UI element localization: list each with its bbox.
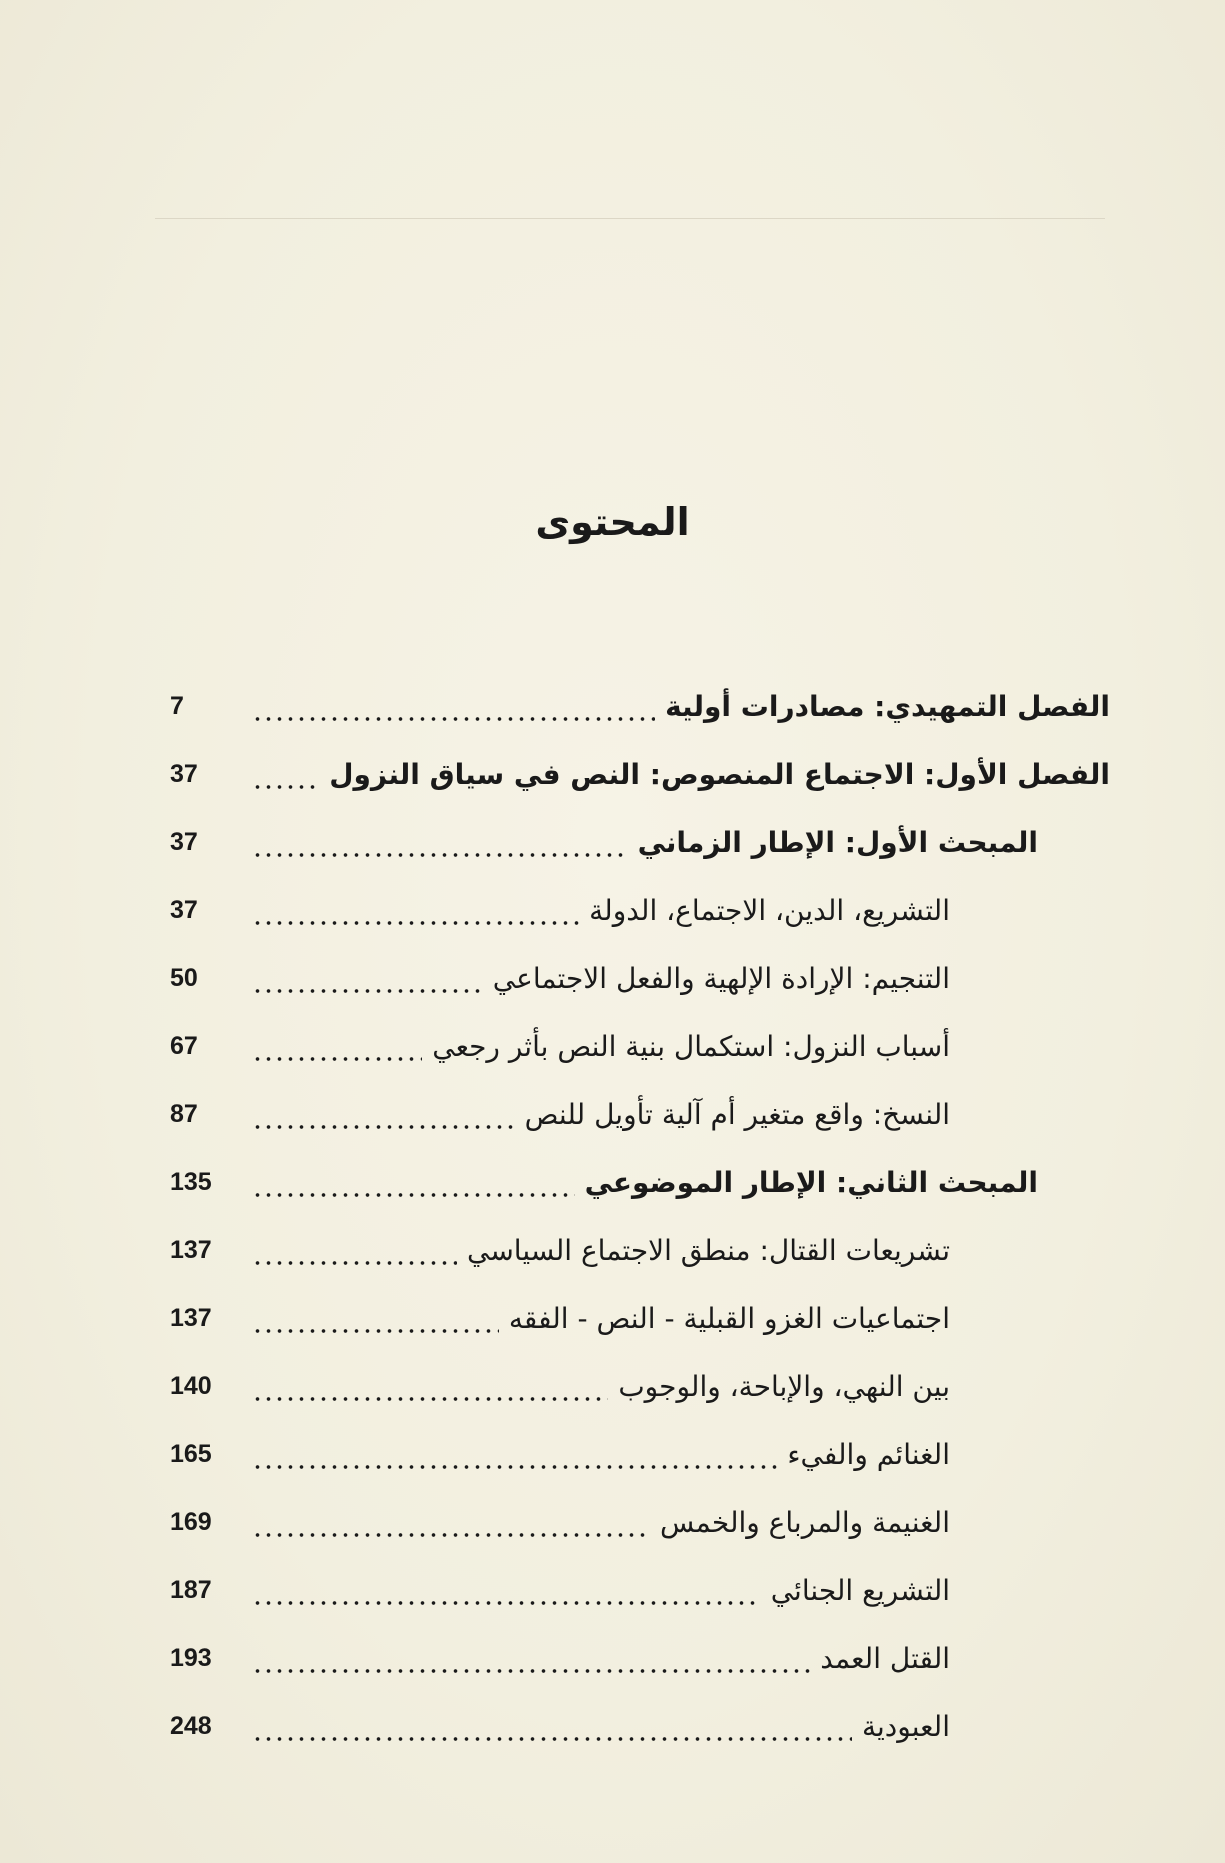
toc-entry-label: الفصل التمهيدي: مصادرات أولية bbox=[665, 689, 1110, 723]
toc-entry-page: 248 bbox=[170, 1711, 212, 1740]
toc-entry-subsection bbox=[170, 1692, 1110, 1760]
toc-entry-subsection bbox=[170, 1556, 1110, 1624]
toc-entry-label: العبودية bbox=[861, 1709, 950, 1743]
toc-entry-page: 37 bbox=[170, 895, 198, 924]
dot-leader bbox=[252, 1042, 422, 1062]
toc-entry-chapter-intro bbox=[170, 672, 1110, 740]
toc-entry-label: المبحث الأول: الإطار الزماني bbox=[637, 825, 1038, 859]
dot-leader bbox=[252, 1178, 575, 1198]
dot-leader bbox=[252, 906, 579, 926]
toc-entry-page: 137 bbox=[170, 1303, 212, 1332]
toc-entry-page: 50 bbox=[170, 963, 198, 992]
toc-entry-label: الغنائم والفيء bbox=[787, 1437, 950, 1471]
toc-entry-page: 7 bbox=[170, 691, 184, 720]
toc-entry-subsection bbox=[170, 944, 1110, 1012]
dot-leader bbox=[252, 1246, 457, 1266]
toc-entry-subsection bbox=[170, 1284, 1110, 1352]
dot-leader bbox=[252, 1518, 650, 1538]
toc-entry-label: التشريع الجنائي bbox=[770, 1573, 950, 1607]
toc-entry-subsection bbox=[170, 1012, 1110, 1080]
table-of-contents bbox=[170, 672, 1110, 1760]
toc-entry-page: 169 bbox=[170, 1507, 212, 1536]
toc-entry-label: اجتماعيات الغزو القبلية - النص - الفقه bbox=[508, 1301, 950, 1335]
toc-entry-subsection bbox=[170, 1216, 1110, 1284]
toc-entry-page: 187 bbox=[170, 1575, 212, 1604]
toc-entry-subsection bbox=[170, 1420, 1110, 1488]
toc-entry-page: 135 bbox=[170, 1167, 212, 1196]
toc-entry-section-1 bbox=[170, 808, 1110, 876]
toc-entry-page: 37 bbox=[170, 759, 198, 788]
dot-leader bbox=[252, 1654, 810, 1674]
toc-entry-subsection bbox=[170, 1080, 1110, 1148]
toc-entry-label: التنجيم: الإرادة الإلهية والفعل الاجتماعي bbox=[492, 961, 950, 995]
dot-leader bbox=[252, 1314, 499, 1334]
toc-entry-page: 193 bbox=[170, 1643, 212, 1672]
toc-entry-page: 165 bbox=[170, 1439, 212, 1468]
toc-entry-label: المبحث الثاني: الإطار الموضوعي bbox=[584, 1165, 1038, 1199]
toc-entry-subsection bbox=[170, 876, 1110, 944]
dot-leader bbox=[252, 1722, 852, 1742]
toc-entry-page: 37 bbox=[170, 827, 198, 856]
dot-leader bbox=[252, 1110, 515, 1130]
toc-entry-label: القتل العمد bbox=[820, 1641, 950, 1675]
ghost-header-rule bbox=[155, 218, 1105, 219]
toc-entry-label: النسخ: واقع متغير أم آلية تأويل للنص bbox=[524, 1097, 950, 1131]
toc-entry-label: الفصل الأول: الاجتماع المنصوص: النص في سياق النزول bbox=[329, 757, 1110, 791]
toc-entry-section-2 bbox=[170, 1148, 1110, 1216]
toc-entry-label: التشريع، الدين، الاجتماع، الدولة bbox=[589, 893, 950, 927]
dot-leader bbox=[252, 1450, 777, 1470]
toc-entry-label: تشريعات القتال: منطق الاجتماع السياسي bbox=[466, 1233, 950, 1267]
toc-entry-page: 67 bbox=[170, 1031, 198, 1060]
toc-entry-page: 140 bbox=[170, 1371, 212, 1400]
dot-leader bbox=[252, 1586, 761, 1606]
dot-leader bbox=[252, 702, 655, 722]
toc-entry-label: بين النهي، والإباحة، والوجوب bbox=[618, 1369, 950, 1403]
toc-entry-label: الغنيمة والمرباع والخمس bbox=[659, 1505, 950, 1539]
toc-entry-chapter-1 bbox=[170, 740, 1110, 808]
page-title: المحتوى bbox=[535, 500, 690, 544]
toc-entry-page: 137 bbox=[170, 1235, 212, 1264]
toc-entry-label: أسباب النزول: استكمال بنية النص بأثر رجعي bbox=[432, 1029, 950, 1063]
toc-entry-page: 87 bbox=[170, 1099, 198, 1128]
dot-leader bbox=[252, 1382, 608, 1402]
dot-leader bbox=[252, 974, 483, 994]
toc-entry-subsection bbox=[170, 1352, 1110, 1420]
toc-entry-subsection bbox=[170, 1624, 1110, 1692]
dot-leader bbox=[252, 838, 628, 858]
dot-leader bbox=[252, 770, 319, 790]
toc-entry-subsection bbox=[170, 1488, 1110, 1556]
